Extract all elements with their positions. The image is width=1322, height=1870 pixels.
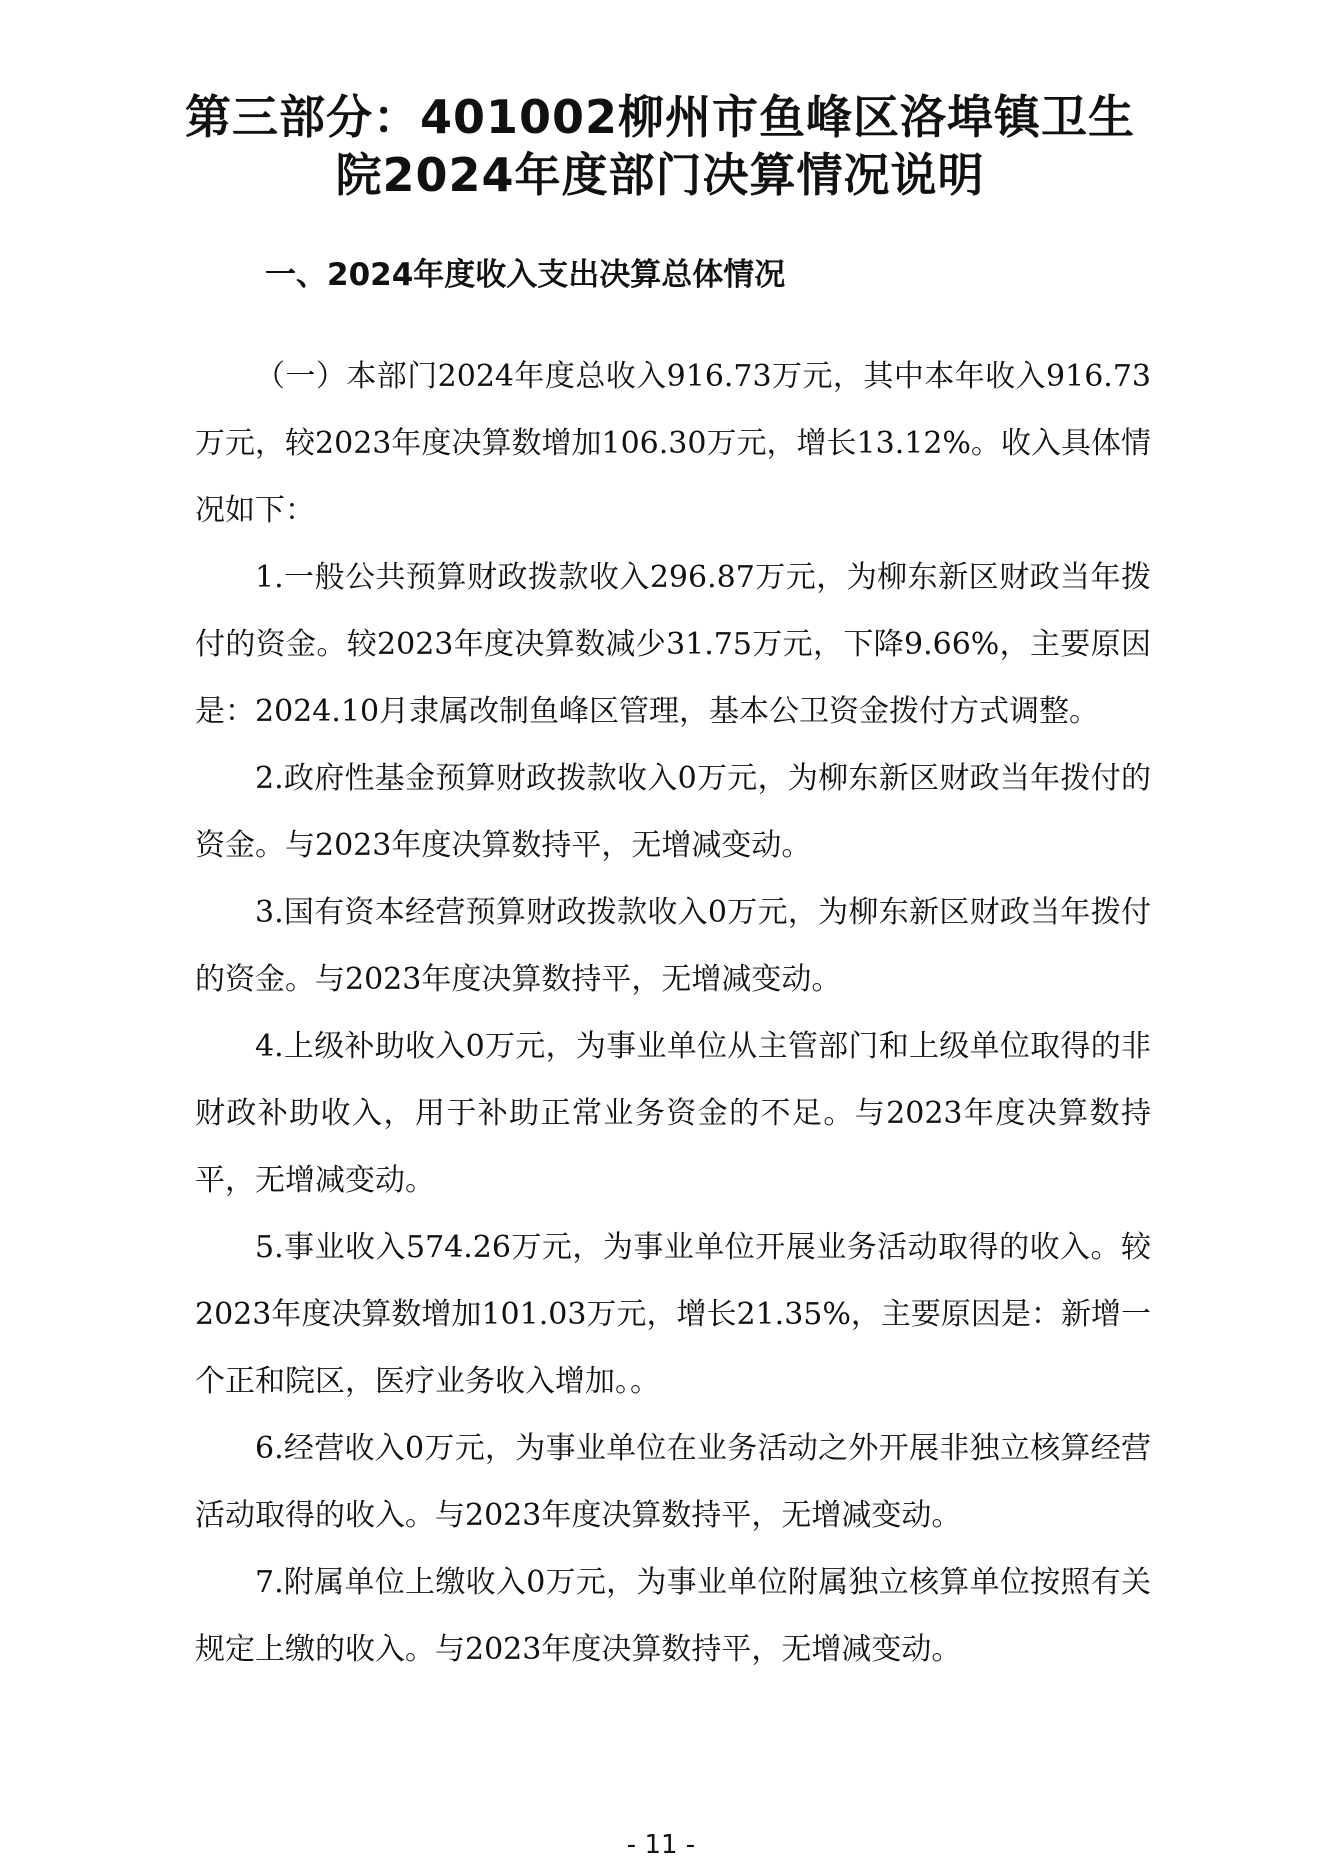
- paragraph-item-2: 2.政府性基金预算财政拨款收入0万元，为柳东新区财政当年拨付的资金。与2023年度决算数持平，无增减变动。: [195, 761, 1151, 863]
- document-body: [195, 343, 1151, 1683]
- title-line-1: 第三部分：401002柳州市鱼峰区洛埠镇卫生: [184, 90, 1136, 144]
- section-heading: 一、2024年度收入支出决算总体情况: [265, 257, 786, 293]
- paragraph-item-1: 1.一般公共预算财政拨款收入296.87万元，为柳东新区财政当年拨付的资金。较2023年度决算数减少31.75万元，下降9.66%，主要原因是：2024.10月隶属改制鱼峰区管理，基本公卫资金拨付方式调整。: [195, 560, 1151, 729]
- page-title: [160, 88, 1160, 204]
- paragraph-item-4: 4.上级补助收入0万元，为事业单位从主管部门和上级单位取得的非财政补助收入，用于补助正常业务资金的不足。与2023年度决算数持平，无增减变动。: [195, 1029, 1151, 1198]
- paragraph-item-3: 3.国有资本经营预算财政拨款收入0万元，为柳东新区财政当年拨付的资金。与2023年度决算数持平，无增减变动。: [195, 895, 1151, 997]
- paragraph-item-6: 6.经营收入0万元，为事业单位在业务活动之外开展非独立核算经营活动取得的收入。与2023年度决算数持平，无增减变动。: [195, 1431, 1151, 1533]
- paragraph-item-7: 7.附属单位上缴收入0万元，为事业单位附属独立核算单位按照有关规定上缴的收入。与2023年度决算数持平，无增减变动。: [195, 1565, 1151, 1667]
- page-number: - 11 -: [626, 1830, 696, 1860]
- paragraph-item-5: 5.事业收入574.26万元，为事业单位开展业务活动取得的收入。较2023年度决算数增加101.03万元，增长21.35%，主要原因是：新增一个正和院区，医疗业务收入增加。。: [195, 1230, 1151, 1399]
- title-line-2: 院2024年度部门决算情况说明: [335, 148, 985, 202]
- paragraph-overview: （一）本部门2024年度总收入916.73万元，其中本年收入916.73万元，较2023年度决算数增加106.30万元，增长13.12%。收入具体情况如下：: [195, 359, 1151, 528]
